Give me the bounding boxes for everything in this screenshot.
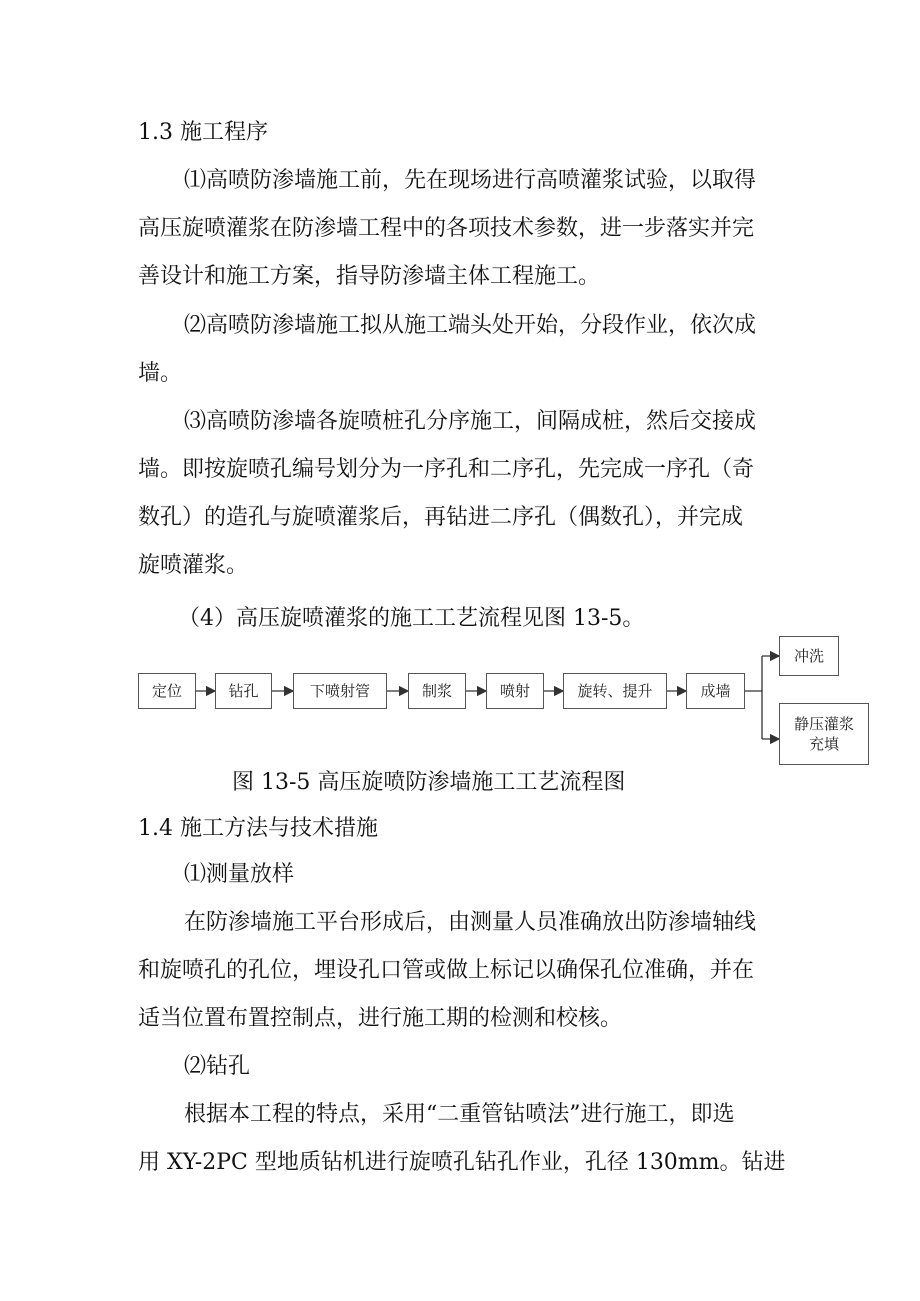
paragraph-line: ⑶高喷防渗墙各旋喷桩孔分序施工，间隔成桩，然后交接成	[184, 409, 757, 434]
flow-branch-static-grouting	[779, 703, 869, 765]
flow-branch-flushing: 冲洗	[779, 636, 839, 676]
paragraph-line: 用 XY-2PC 型地质钻机进行旋喷孔钻孔作业，孔径 130mm。钻进	[138, 1150, 786, 1175]
paragraph-line: 旋喷灌浆。	[138, 553, 249, 578]
paragraph-line: 根据本工程的特点，采用“二重管钻喷法”进行施工，即选	[184, 1102, 735, 1127]
flow-step-positioning: 定位	[138, 673, 196, 709]
figure-caption: 图 13-5 高压旋喷防渗墙施工工艺流程图	[232, 770, 626, 795]
paragraph-line: 数孔）的造孔与旋喷灌浆后，再钻进二序孔（偶数孔），并完成	[138, 505, 744, 530]
section-heading-1-3: 1.3 施工程序	[138, 120, 268, 145]
section-heading-1-4: 1.4 施工方法与技术措施	[138, 816, 378, 841]
paragraph-line: ⑴高喷防渗墙施工前，先在现场进行高喷灌浆试验，以取得	[184, 168, 757, 193]
paragraph-line: （4）高压旋喷灌浆的施工工艺流程见图 13-5。	[178, 606, 645, 631]
subheading-survey: ⑴测量放样	[184, 862, 295, 887]
paragraph-line: 高压旋喷灌浆在防渗墙工程中的各项技术参数，进一步落实并完	[138, 216, 755, 241]
paragraph-line: 墙。即按旋喷孔编号划分为一序孔和二序孔，先完成一序孔（奇	[138, 457, 755, 482]
flow-branch-static-grouting-line1: 静压灌浆	[793, 715, 854, 733]
flow-step-rotate-lift: 旋转、提升	[563, 673, 667, 709]
paragraph-line: 在防渗墙施工平台形成后，由测量人员准确放出防渗墙轴线	[184, 910, 757, 935]
flow-branch-static-grouting-line2: 充填	[808, 735, 839, 753]
subheading-drilling: ⑵钻孔	[184, 1054, 251, 1079]
paragraph-line: ⑵高喷防渗墙施工拟从施工端头处开始，分段作业，依次成	[184, 313, 757, 338]
flow-step-lower-jet-pipe: 下喷射管	[293, 673, 387, 709]
flow-step-drilling: 钻孔	[215, 673, 272, 709]
paragraph-line: 适当位置布置控制点，进行施工期的检测和校核。	[138, 1006, 623, 1031]
flow-step-jetting: 喷射	[486, 673, 544, 709]
paragraph-line: 和旋喷孔的孔位，埋设孔口管或做上标记以确保孔位准确，并在	[138, 958, 755, 983]
paragraph-line: 墙。	[138, 361, 183, 386]
flow-step-grout-mixing: 制浆	[408, 673, 466, 709]
paragraph-line: 善设计和施工方案，指导防渗墙主体工程施工。	[138, 264, 601, 289]
flow-step-wall-forming: 成墙	[686, 673, 745, 709]
